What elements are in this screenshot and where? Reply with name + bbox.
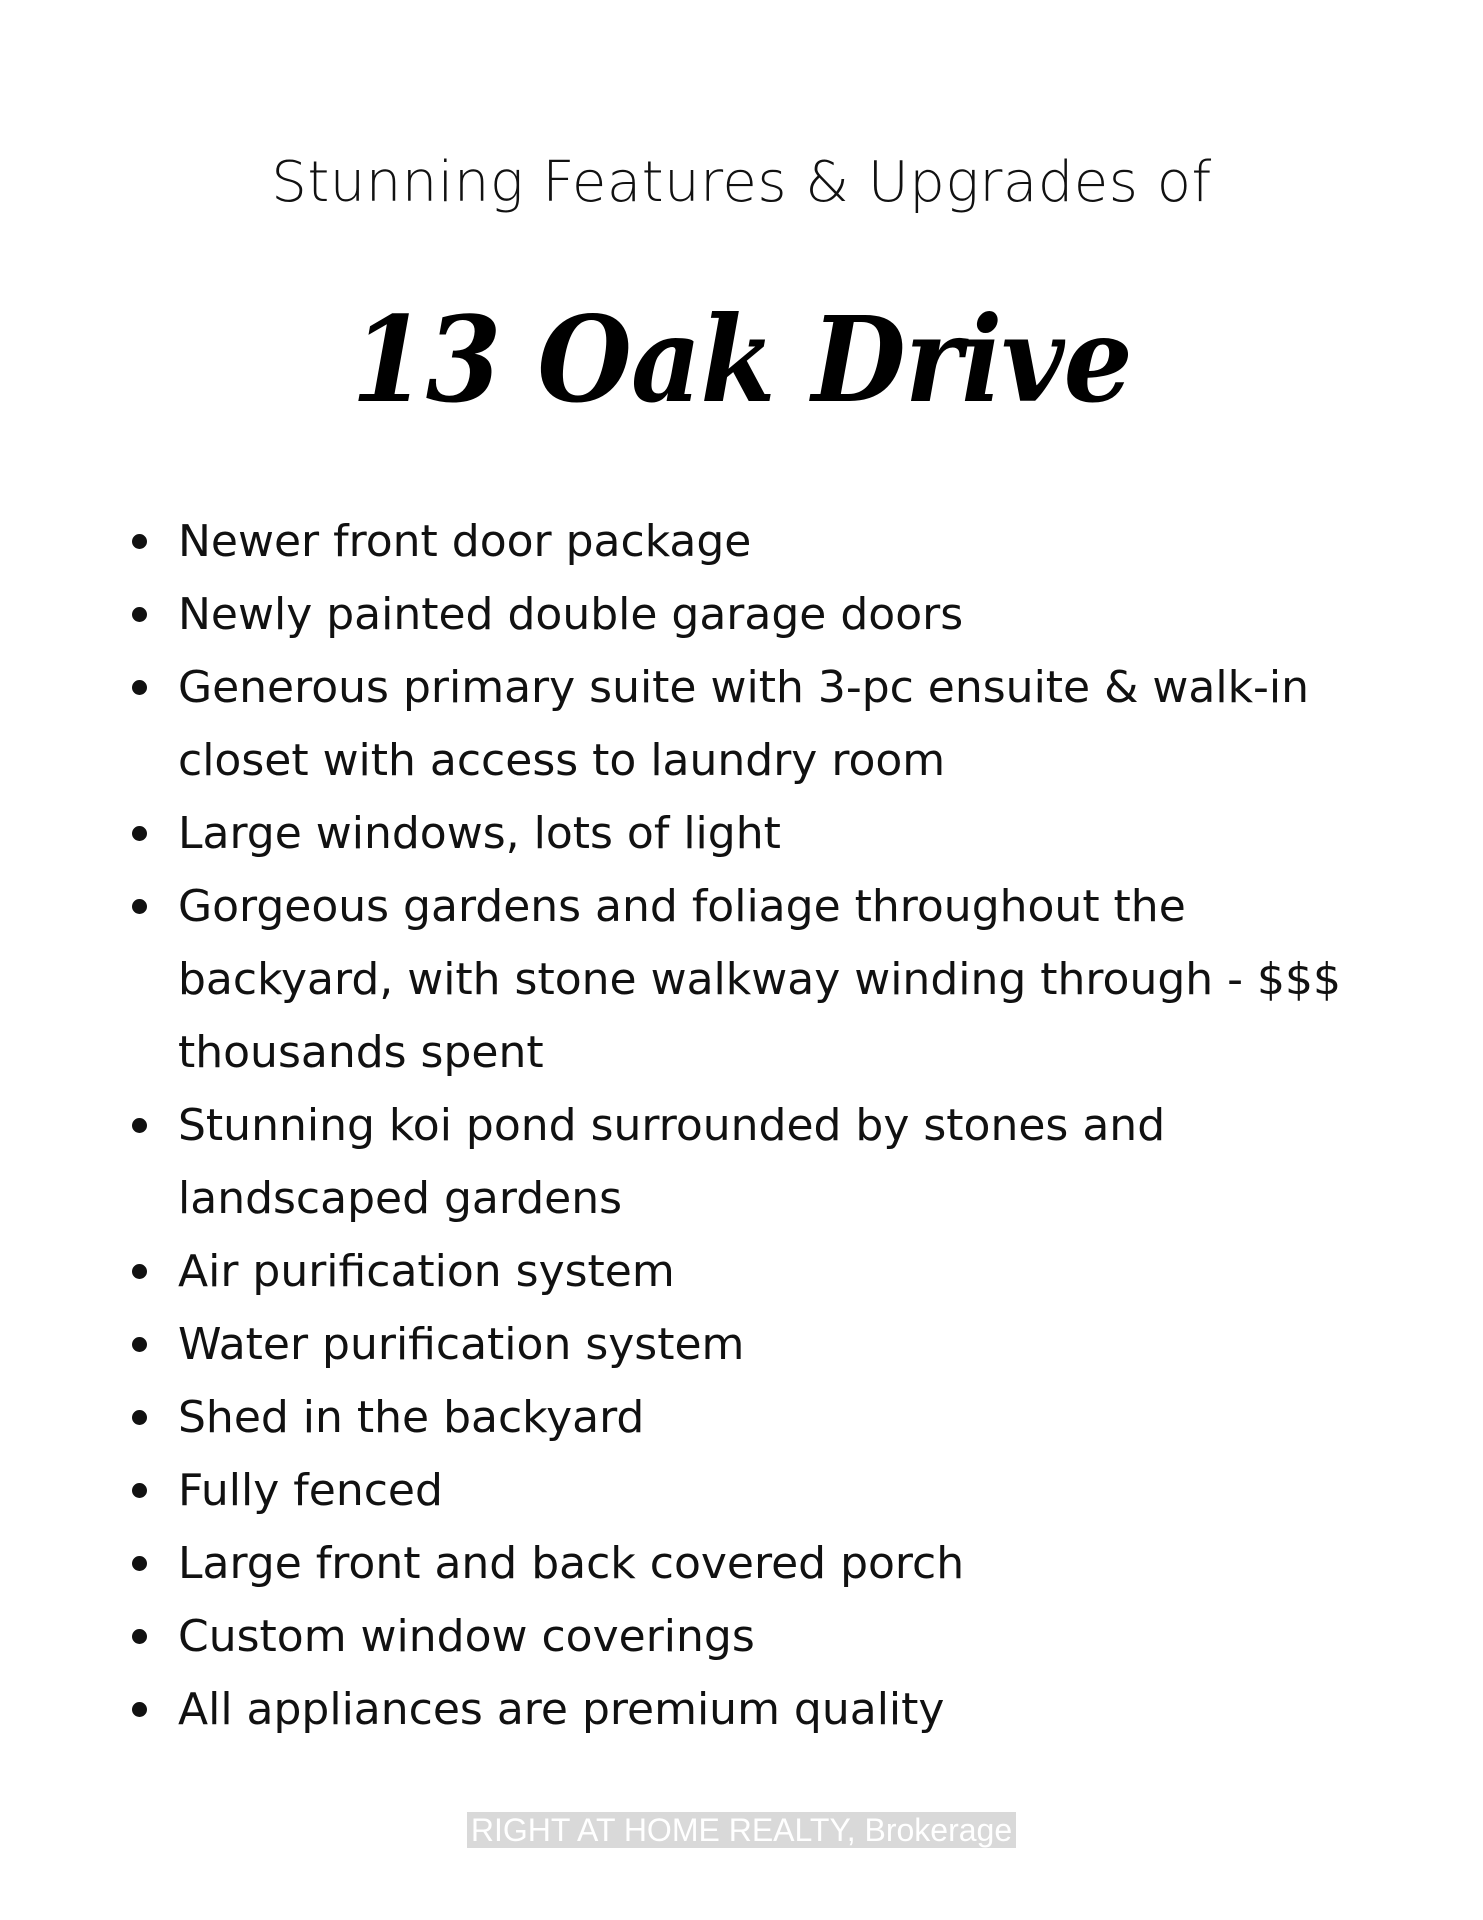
list-item [130, 1089, 1370, 1235]
feature-text: Custom window coverings [178, 1611, 755, 1662]
feature-text: Stunning koi pond surrounded by stones and landscaped gardens [178, 1100, 1166, 1224]
list-item [130, 1527, 1370, 1600]
bullet-icon [132, 1483, 147, 1498]
bullet-icon [132, 1118, 147, 1133]
list-item [130, 1381, 1370, 1454]
list-item [130, 505, 1370, 578]
list-item [130, 651, 1370, 797]
features-list [130, 505, 1370, 1746]
list-item [130, 1600, 1370, 1673]
page-heading: Stunning Features & Upgrades of [271, 150, 1212, 215]
bullet-icon [132, 1264, 147, 1279]
list-item [130, 797, 1370, 870]
list-item [130, 1308, 1370, 1381]
feature-text: Water purification system [178, 1319, 745, 1370]
list-item [130, 1673, 1370, 1746]
list-item [130, 870, 1370, 1089]
bullet-icon [132, 1556, 147, 1571]
bullet-icon [132, 899, 147, 914]
bullet-icon [132, 1629, 147, 1644]
list-item [130, 1235, 1370, 1308]
list-item [130, 1454, 1370, 1527]
feature-text: Large windows, lots of light [178, 808, 781, 859]
feature-text: Newer front door package [178, 516, 752, 567]
bullet-icon [132, 534, 147, 549]
list-item [130, 578, 1370, 651]
feature-text: Large front and back covered porch [178, 1538, 965, 1589]
brokerage-watermark [0, 1812, 1483, 1849]
brokerage-text: RIGHT AT HOME REALTY, Brokerage [467, 1812, 1016, 1848]
feature-text: All appliances are premium quality [178, 1684, 945, 1735]
feature-text: Fully fenced [178, 1465, 443, 1516]
bullet-icon [132, 607, 147, 622]
bullet-icon [132, 1702, 147, 1717]
property-address: 13 Oak Drive [351, 290, 1132, 429]
feature-text: Newly painted double garage doors [178, 589, 964, 640]
bullet-icon [132, 826, 147, 841]
feature-text: Air purification system [178, 1246, 675, 1297]
bullet-icon [132, 1337, 147, 1352]
feature-text: Generous primary suite with 3-pc ensuite & walk-in closet with access to laundry room [178, 662, 1310, 786]
feature-text: Shed in the backyard [178, 1392, 645, 1443]
bullet-icon [132, 680, 147, 695]
bullet-icon [132, 1410, 147, 1425]
feature-text: Gorgeous gardens and foliage throughout the backyard, with stone walkway winding through - $$$ thousands spent [178, 881, 1341, 1078]
